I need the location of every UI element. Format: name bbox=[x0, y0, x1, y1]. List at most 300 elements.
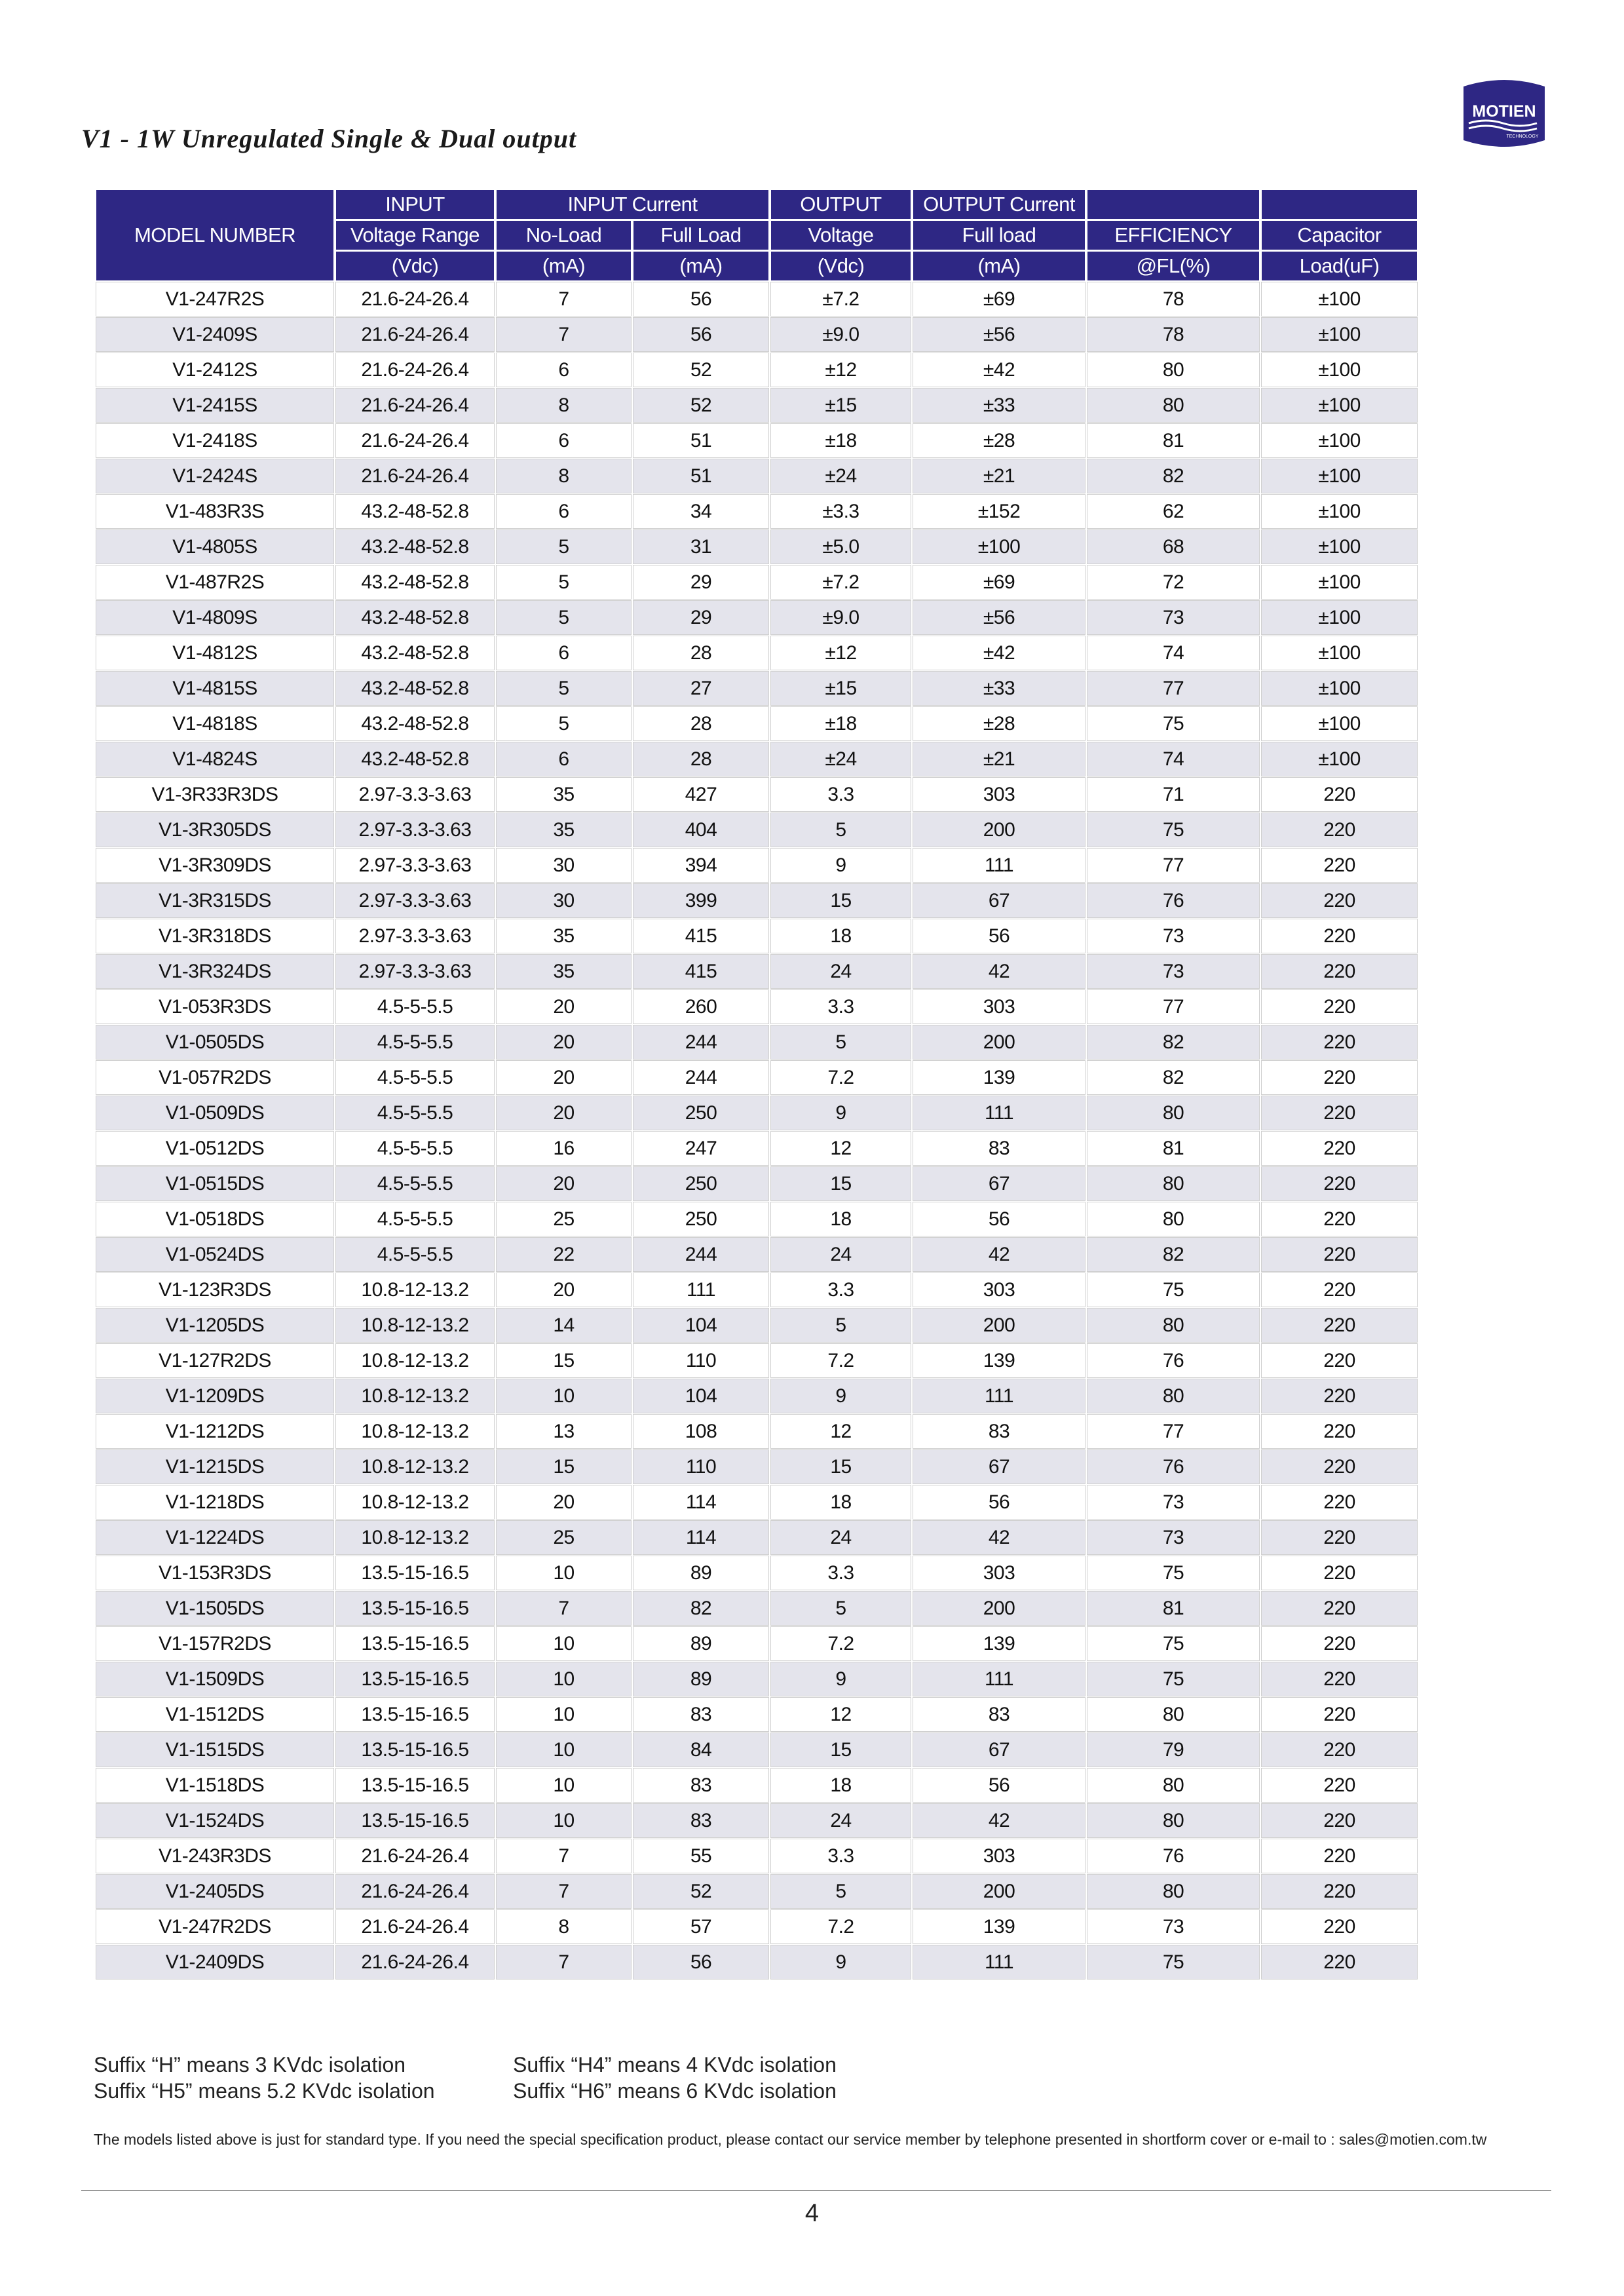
cell-voltage-range: 21.6-24-26.4 bbox=[336, 1910, 494, 1943]
cell-voltage-range: 21.6-24-26.4 bbox=[336, 282, 494, 316]
cell-model-number: V1-1515DS bbox=[96, 1733, 333, 1767]
cell-full-load: 250 bbox=[633, 1096, 768, 1130]
cell-output-voltage: ±7.2 bbox=[771, 282, 911, 316]
cell-capacitor: 220 bbox=[1262, 1485, 1417, 1519]
table-row bbox=[96, 1875, 1417, 1908]
cell-output-voltage: ±12 bbox=[771, 353, 911, 387]
cell-model-number: V1-2405DS bbox=[96, 1875, 333, 1908]
cell-output-full-load: 111 bbox=[913, 849, 1085, 882]
cell-efficiency: 82 bbox=[1087, 459, 1259, 493]
table-row bbox=[96, 1132, 1417, 1165]
cell-voltage-range: 43.2-48-52.8 bbox=[336, 707, 494, 740]
cell-model-number: V1-4818S bbox=[96, 707, 333, 740]
cell-output-voltage: ±7.2 bbox=[771, 565, 911, 599]
cell-voltage-range: 10.8-12-13.2 bbox=[336, 1485, 494, 1519]
cell-model-number: V1-0515DS bbox=[96, 1167, 333, 1200]
cell-model-number: V1-4824S bbox=[96, 742, 333, 776]
header-output-current: OUTPUT Current bbox=[913, 190, 1085, 219]
cell-voltage-range: 43.2-48-52.8 bbox=[336, 530, 494, 564]
header-full-load: Full Load bbox=[633, 221, 768, 250]
cell-output-full-load: 139 bbox=[913, 1627, 1085, 1660]
spec-table bbox=[94, 188, 1420, 1981]
table-row bbox=[96, 849, 1417, 882]
cell-no-load: 20 bbox=[497, 1167, 631, 1200]
table-row bbox=[96, 530, 1417, 564]
cell-model-number: V1-3R309DS bbox=[96, 849, 333, 882]
cell-full-load: 415 bbox=[633, 919, 768, 953]
cell-output-full-load: 56 bbox=[913, 1769, 1085, 1802]
table-row bbox=[96, 813, 1417, 847]
cell-model-number: V1-1215DS bbox=[96, 1450, 333, 1483]
cell-efficiency: 75 bbox=[1087, 1662, 1259, 1696]
cell-voltage-range: 13.5-15-16.5 bbox=[336, 1698, 494, 1731]
cell-capacitor: 220 bbox=[1262, 1556, 1417, 1590]
table-row bbox=[96, 389, 1417, 422]
cell-output-full-load: 139 bbox=[913, 1344, 1085, 1377]
table-row bbox=[96, 1167, 1417, 1200]
cell-capacitor: 220 bbox=[1262, 1592, 1417, 1625]
cell-efficiency: 75 bbox=[1087, 1273, 1259, 1307]
header-output-voltage: Voltage bbox=[771, 221, 911, 250]
cell-no-load: 25 bbox=[497, 1202, 631, 1236]
cell-output-full-load: 67 bbox=[913, 1450, 1085, 1483]
cell-full-load: 34 bbox=[633, 495, 768, 528]
cell-capacitor: 220 bbox=[1262, 884, 1417, 917]
cell-model-number: V1-0509DS bbox=[96, 1096, 333, 1130]
suffix-notes-left bbox=[94, 2052, 435, 2104]
cell-output-full-load: 200 bbox=[913, 1875, 1085, 1908]
table-row bbox=[96, 672, 1417, 705]
logo-subtext: TECHNOLOGY bbox=[1506, 134, 1539, 139]
cell-output-voltage: ±3.3 bbox=[771, 495, 911, 528]
cell-no-load: 5 bbox=[497, 565, 631, 599]
table-row bbox=[96, 1556, 1417, 1590]
cell-output-full-load: 303 bbox=[913, 1556, 1085, 1590]
cell-output-voltage: 7.2 bbox=[771, 1910, 911, 1943]
suffix-note: Suffix “H4” means 4 KVdc isolation bbox=[513, 2053, 837, 2076]
cell-voltage-range: 13.5-15-16.5 bbox=[336, 1733, 494, 1767]
cell-efficiency: 72 bbox=[1087, 565, 1259, 599]
cell-efficiency: 77 bbox=[1087, 849, 1259, 882]
cell-capacitor: 220 bbox=[1262, 919, 1417, 953]
cell-voltage-range: 21.6-24-26.4 bbox=[336, 1839, 494, 1873]
table-row bbox=[96, 318, 1417, 351]
cell-voltage-range: 2.97-3.3-3.63 bbox=[336, 919, 494, 953]
cell-full-load: 83 bbox=[633, 1804, 768, 1837]
cell-full-load: 104 bbox=[633, 1309, 768, 1342]
cell-output-full-load: 56 bbox=[913, 919, 1085, 953]
cell-model-number: V1-4815S bbox=[96, 672, 333, 705]
cell-model-number: V1-4805S bbox=[96, 530, 333, 564]
cell-output-full-load: 42 bbox=[913, 1238, 1085, 1271]
cell-model-number: V1-3R318DS bbox=[96, 919, 333, 953]
cell-model-number: V1-2409S bbox=[96, 318, 333, 351]
cell-full-load: 399 bbox=[633, 884, 768, 917]
cell-output-voltage: ±15 bbox=[771, 389, 911, 422]
cell-full-load: 56 bbox=[633, 282, 768, 316]
cell-efficiency: 80 bbox=[1087, 1804, 1259, 1837]
cell-no-load: 7 bbox=[497, 318, 631, 351]
cell-efficiency: 76 bbox=[1087, 884, 1259, 917]
cell-full-load: 244 bbox=[633, 1238, 768, 1271]
cell-output-full-load: ±69 bbox=[913, 565, 1085, 599]
cell-output-voltage: 18 bbox=[771, 1202, 911, 1236]
cell-no-load: 10 bbox=[497, 1379, 631, 1413]
cell-full-load: 260 bbox=[633, 990, 768, 1024]
table-row bbox=[96, 1096, 1417, 1130]
table-row bbox=[96, 1202, 1417, 1236]
header-unit-vdc: (Vdc) bbox=[771, 252, 911, 280]
table-row bbox=[96, 742, 1417, 776]
cell-output-full-load: 200 bbox=[913, 1309, 1085, 1342]
cell-capacitor: 220 bbox=[1262, 778, 1417, 811]
cell-output-full-load: 200 bbox=[913, 1592, 1085, 1625]
table-row bbox=[96, 919, 1417, 953]
cell-efficiency: 77 bbox=[1087, 1415, 1259, 1448]
cell-no-load: 5 bbox=[497, 707, 631, 740]
cell-capacitor: 220 bbox=[1262, 1733, 1417, 1767]
suffix-note: Suffix “H5” means 5.2 KVdc isolation bbox=[94, 2079, 435, 2103]
cell-no-load: 7 bbox=[497, 1945, 631, 1979]
suffix-notes-right bbox=[513, 2052, 837, 2104]
cell-capacitor: 220 bbox=[1262, 1769, 1417, 1802]
header-voltage-range: Voltage Range bbox=[336, 221, 494, 250]
cell-model-number: V1-1218DS bbox=[96, 1485, 333, 1519]
cell-capacitor: 220 bbox=[1262, 1521, 1417, 1554]
cell-voltage-range: 13.5-15-16.5 bbox=[336, 1769, 494, 1802]
cell-output-full-load: 67 bbox=[913, 1167, 1085, 1200]
cell-output-full-load: 200 bbox=[913, 813, 1085, 847]
table-row bbox=[96, 1733, 1417, 1767]
cell-full-load: 108 bbox=[633, 1415, 768, 1448]
cell-output-full-load: 83 bbox=[913, 1132, 1085, 1165]
cell-full-load: 114 bbox=[633, 1521, 768, 1554]
table-row bbox=[96, 1344, 1417, 1377]
cell-capacitor: 220 bbox=[1262, 1804, 1417, 1837]
cell-model-number: V1-3R305DS bbox=[96, 813, 333, 847]
cell-no-load: 10 bbox=[497, 1556, 631, 1590]
table-row bbox=[96, 1521, 1417, 1554]
cell-output-full-load: 111 bbox=[913, 1096, 1085, 1130]
cell-voltage-range: 2.97-3.3-3.63 bbox=[336, 849, 494, 882]
cell-model-number: V1-3R324DS bbox=[96, 955, 333, 988]
cell-voltage-range: 10.8-12-13.2 bbox=[336, 1273, 494, 1307]
table-row bbox=[96, 1804, 1417, 1837]
cell-voltage-range: 2.97-3.3-3.63 bbox=[336, 813, 494, 847]
table-row bbox=[96, 1025, 1417, 1059]
cell-output-full-load: ±28 bbox=[913, 424, 1085, 457]
cell-output-full-load: 83 bbox=[913, 1698, 1085, 1731]
cell-voltage-range: 43.2-48-52.8 bbox=[336, 565, 494, 599]
table-row bbox=[96, 353, 1417, 387]
cell-output-voltage: 18 bbox=[771, 1769, 911, 1802]
cell-full-load: 31 bbox=[633, 530, 768, 564]
header-output-full-load: Full load bbox=[913, 221, 1085, 250]
cell-output-voltage: 15 bbox=[771, 1450, 911, 1483]
cell-no-load: 35 bbox=[497, 778, 631, 811]
cell-efficiency: 73 bbox=[1087, 601, 1259, 634]
motien-logo bbox=[1457, 77, 1551, 151]
header-blank-capacitor bbox=[1262, 190, 1417, 219]
cell-full-load: 51 bbox=[633, 459, 768, 493]
cell-full-load: 111 bbox=[633, 1273, 768, 1307]
cell-capacitor: 220 bbox=[1262, 1202, 1417, 1236]
cell-model-number: V1-1518DS bbox=[96, 1769, 333, 1802]
cell-model-number: V1-2415S bbox=[96, 389, 333, 422]
cell-model-number: V1-1209DS bbox=[96, 1379, 333, 1413]
cell-model-number: V1-2409DS bbox=[96, 1945, 333, 1979]
cell-efficiency: 81 bbox=[1087, 424, 1259, 457]
cell-output-full-load: 303 bbox=[913, 778, 1085, 811]
cell-no-load: 6 bbox=[497, 636, 631, 670]
cell-full-load: 244 bbox=[633, 1025, 768, 1059]
cell-model-number: V1-2412S bbox=[96, 353, 333, 387]
cell-no-load: 20 bbox=[497, 1273, 631, 1307]
cell-capacitor: 220 bbox=[1262, 1662, 1417, 1696]
table-row bbox=[96, 1309, 1417, 1342]
cell-output-voltage: 12 bbox=[771, 1698, 911, 1731]
cell-capacitor: 220 bbox=[1262, 1238, 1417, 1271]
cell-full-load: 404 bbox=[633, 813, 768, 847]
cell-model-number: V1-1212DS bbox=[96, 1415, 333, 1448]
cell-model-number: V1-1205DS bbox=[96, 1309, 333, 1342]
logo-text: MOTIEN bbox=[1472, 102, 1536, 121]
cell-output-full-load: ±33 bbox=[913, 389, 1085, 422]
cell-output-full-load: 56 bbox=[913, 1202, 1085, 1236]
cell-full-load: 84 bbox=[633, 1733, 768, 1767]
table-row bbox=[96, 459, 1417, 493]
cell-capacitor: 220 bbox=[1262, 1096, 1417, 1130]
cell-voltage-range: 4.5-5-5.5 bbox=[336, 1132, 494, 1165]
cell-efficiency: 73 bbox=[1087, 1485, 1259, 1519]
table-row bbox=[96, 1662, 1417, 1696]
cell-full-load: 27 bbox=[633, 672, 768, 705]
cell-output-voltage: 5 bbox=[771, 813, 911, 847]
footnote: The models listed above is just for standard type. If you need the special specification product, please contact our service member by telephone presented in shortform cover or e-mail to : sales@motien.com.tw bbox=[94, 2131, 1487, 2148]
cell-efficiency: 82 bbox=[1087, 1025, 1259, 1059]
cell-voltage-range: 4.5-5-5.5 bbox=[336, 1096, 494, 1130]
table-row bbox=[96, 601, 1417, 634]
cell-output-voltage: 9 bbox=[771, 1662, 911, 1696]
cell-efficiency: 74 bbox=[1087, 742, 1259, 776]
cell-no-load: 6 bbox=[497, 424, 631, 457]
cell-output-full-load: 139 bbox=[913, 1061, 1085, 1094]
cell-output-full-load: 111 bbox=[913, 1945, 1085, 1979]
cell-capacitor: 220 bbox=[1262, 1698, 1417, 1731]
cell-capacitor: ±100 bbox=[1262, 282, 1417, 316]
header-no-load: No-Load bbox=[497, 221, 631, 250]
cell-voltage-range: 13.5-15-16.5 bbox=[336, 1592, 494, 1625]
cell-output-full-load: ±42 bbox=[913, 353, 1085, 387]
cell-output-voltage: ±24 bbox=[771, 459, 911, 493]
cell-output-full-load: ±21 bbox=[913, 459, 1085, 493]
cell-no-load: 6 bbox=[497, 353, 631, 387]
cell-efficiency: 81 bbox=[1087, 1132, 1259, 1165]
cell-model-number: V1-247R2S bbox=[96, 282, 333, 316]
cell-capacitor: 220 bbox=[1262, 1839, 1417, 1873]
cell-output-full-load: ±56 bbox=[913, 601, 1085, 634]
cell-capacitor: ±100 bbox=[1262, 636, 1417, 670]
cell-full-load: 56 bbox=[633, 318, 768, 351]
cell-efficiency: 80 bbox=[1087, 1379, 1259, 1413]
cell-no-load: 35 bbox=[497, 813, 631, 847]
cell-model-number: V1-0524DS bbox=[96, 1238, 333, 1271]
cell-output-full-load: 42 bbox=[913, 1521, 1085, 1554]
cell-full-load: 394 bbox=[633, 849, 768, 882]
cell-model-number: V1-1505DS bbox=[96, 1592, 333, 1625]
cell-voltage-range: 43.2-48-52.8 bbox=[336, 742, 494, 776]
cell-voltage-range: 43.2-48-52.8 bbox=[336, 601, 494, 634]
cell-full-load: 52 bbox=[633, 1875, 768, 1908]
cell-capacitor: 220 bbox=[1262, 990, 1417, 1024]
cell-capacitor: 220 bbox=[1262, 1167, 1417, 1200]
cell-output-full-load: 303 bbox=[913, 1839, 1085, 1873]
cell-full-load: 28 bbox=[633, 742, 768, 776]
cell-output-full-load: ±42 bbox=[913, 636, 1085, 670]
cell-output-full-load: ±56 bbox=[913, 318, 1085, 351]
cell-model-number: V1-123R3DS bbox=[96, 1273, 333, 1307]
cell-no-load: 16 bbox=[497, 1132, 631, 1165]
cell-capacitor: ±100 bbox=[1262, 707, 1417, 740]
header-capacitor: Capacitor bbox=[1262, 221, 1417, 250]
cell-voltage-range: 4.5-5-5.5 bbox=[336, 1238, 494, 1271]
cell-full-load: 52 bbox=[633, 389, 768, 422]
cell-output-voltage: 9 bbox=[771, 849, 911, 882]
cell-output-voltage: 24 bbox=[771, 955, 911, 988]
cell-capacitor: 220 bbox=[1262, 1061, 1417, 1094]
cell-no-load: 20 bbox=[497, 1485, 631, 1519]
cell-output-voltage: 5 bbox=[771, 1309, 911, 1342]
cell-no-load: 8 bbox=[497, 389, 631, 422]
cell-output-full-load: ±100 bbox=[913, 530, 1085, 564]
table-row bbox=[96, 990, 1417, 1024]
cell-full-load: 250 bbox=[633, 1167, 768, 1200]
cell-output-voltage: 5 bbox=[771, 1025, 911, 1059]
cell-capacitor: 220 bbox=[1262, 1627, 1417, 1660]
cell-voltage-range: 4.5-5-5.5 bbox=[336, 1202, 494, 1236]
cell-full-load: 415 bbox=[633, 955, 768, 988]
cell-efficiency: 78 bbox=[1087, 318, 1259, 351]
cell-output-full-load: 42 bbox=[913, 1804, 1085, 1837]
table-row bbox=[96, 1698, 1417, 1731]
cell-efficiency: 82 bbox=[1087, 1238, 1259, 1271]
cell-no-load: 20 bbox=[497, 1096, 631, 1130]
cell-output-voltage: 3.3 bbox=[771, 1839, 911, 1873]
cell-capacitor: ±100 bbox=[1262, 459, 1417, 493]
cell-efficiency: 76 bbox=[1087, 1839, 1259, 1873]
cell-capacitor: 220 bbox=[1262, 1273, 1417, 1307]
table-row bbox=[96, 424, 1417, 457]
cell-capacitor: 220 bbox=[1262, 813, 1417, 847]
cell-capacitor: 220 bbox=[1262, 955, 1417, 988]
cell-voltage-range: 4.5-5-5.5 bbox=[336, 1025, 494, 1059]
cell-capacitor: ±100 bbox=[1262, 672, 1417, 705]
cell-no-load: 5 bbox=[497, 601, 631, 634]
cell-efficiency: 68 bbox=[1087, 530, 1259, 564]
cell-full-load: 83 bbox=[633, 1698, 768, 1731]
cell-voltage-range: 21.6-24-26.4 bbox=[336, 459, 494, 493]
cell-output-voltage: 24 bbox=[771, 1521, 911, 1554]
cell-voltage-range: 10.8-12-13.2 bbox=[336, 1379, 494, 1413]
cell-full-load: 104 bbox=[633, 1379, 768, 1413]
cell-model-number: V1-247R2DS bbox=[96, 1910, 333, 1943]
cell-model-number: V1-2424S bbox=[96, 459, 333, 493]
suffix-note: Suffix “H6” means 6 KVdc isolation bbox=[513, 2079, 837, 2103]
cell-efficiency: 73 bbox=[1087, 919, 1259, 953]
table-row bbox=[96, 1415, 1417, 1448]
cell-output-full-load: ±33 bbox=[913, 672, 1085, 705]
cell-capacitor: ±100 bbox=[1262, 530, 1417, 564]
table-row bbox=[96, 282, 1417, 316]
cell-output-voltage: 12 bbox=[771, 1415, 911, 1448]
cell-voltage-range: 21.6-24-26.4 bbox=[336, 1875, 494, 1908]
cell-output-voltage: 9 bbox=[771, 1096, 911, 1130]
cell-full-load: 28 bbox=[633, 707, 768, 740]
cell-efficiency: 75 bbox=[1087, 707, 1259, 740]
cell-output-full-load: ±152 bbox=[913, 495, 1085, 528]
cell-output-voltage: ±5.0 bbox=[771, 530, 911, 564]
cell-capacitor: ±100 bbox=[1262, 495, 1417, 528]
table-row bbox=[96, 1910, 1417, 1943]
cell-output-voltage: ±12 bbox=[771, 636, 911, 670]
cell-output-full-load: ±21 bbox=[913, 742, 1085, 776]
cell-capacitor: 220 bbox=[1262, 1309, 1417, 1342]
header-row-1 bbox=[96, 190, 1417, 219]
header-blank-efficiency bbox=[1087, 190, 1259, 219]
cell-output-full-load: 42 bbox=[913, 955, 1085, 988]
cell-efficiency: 75 bbox=[1087, 1627, 1259, 1660]
spec-table-body bbox=[96, 282, 1417, 1979]
cell-output-voltage: 24 bbox=[771, 1238, 911, 1271]
cell-capacitor: 220 bbox=[1262, 1450, 1417, 1483]
table-row bbox=[96, 1485, 1417, 1519]
cell-capacitor: 220 bbox=[1262, 1910, 1417, 1943]
cell-no-load: 35 bbox=[497, 919, 631, 953]
cell-no-load: 10 bbox=[497, 1769, 631, 1802]
cell-full-load: 110 bbox=[633, 1344, 768, 1377]
cell-no-load: 10 bbox=[497, 1662, 631, 1696]
cell-efficiency: 80 bbox=[1087, 1769, 1259, 1802]
cell-model-number: V1-127R2DS bbox=[96, 1344, 333, 1377]
cell-model-number: V1-487R2S bbox=[96, 565, 333, 599]
cell-voltage-range: 2.97-3.3-3.63 bbox=[336, 884, 494, 917]
table-row bbox=[96, 1627, 1417, 1660]
cell-voltage-range: 21.6-24-26.4 bbox=[336, 318, 494, 351]
cell-voltage-range: 13.5-15-16.5 bbox=[336, 1627, 494, 1660]
cell-capacitor: ±100 bbox=[1262, 353, 1417, 387]
cell-capacitor: 220 bbox=[1262, 1025, 1417, 1059]
table-row bbox=[96, 1379, 1417, 1413]
cell-model-number: V1-053R3DS bbox=[96, 990, 333, 1024]
cell-efficiency: 73 bbox=[1087, 1910, 1259, 1943]
cell-output-full-load: 111 bbox=[913, 1379, 1085, 1413]
cell-output-full-load: 200 bbox=[913, 1025, 1085, 1059]
cell-no-load: 8 bbox=[497, 1910, 631, 1943]
cell-full-load: 56 bbox=[633, 1945, 768, 1979]
cell-voltage-range: 21.6-24-26.4 bbox=[336, 424, 494, 457]
cell-efficiency: 80 bbox=[1087, 1875, 1259, 1908]
cell-capacitor: 220 bbox=[1262, 1132, 1417, 1165]
cell-output-voltage: ±18 bbox=[771, 424, 911, 457]
table-row bbox=[96, 1238, 1417, 1271]
cell-efficiency: 81 bbox=[1087, 1592, 1259, 1625]
cell-efficiency: 62 bbox=[1087, 495, 1259, 528]
cell-output-full-load: 67 bbox=[913, 1733, 1085, 1767]
cell-no-load: 20 bbox=[497, 1025, 631, 1059]
cell-no-load: 6 bbox=[497, 495, 631, 528]
header-unit-vdc: (Vdc) bbox=[336, 252, 494, 280]
cell-full-load: 89 bbox=[633, 1556, 768, 1590]
